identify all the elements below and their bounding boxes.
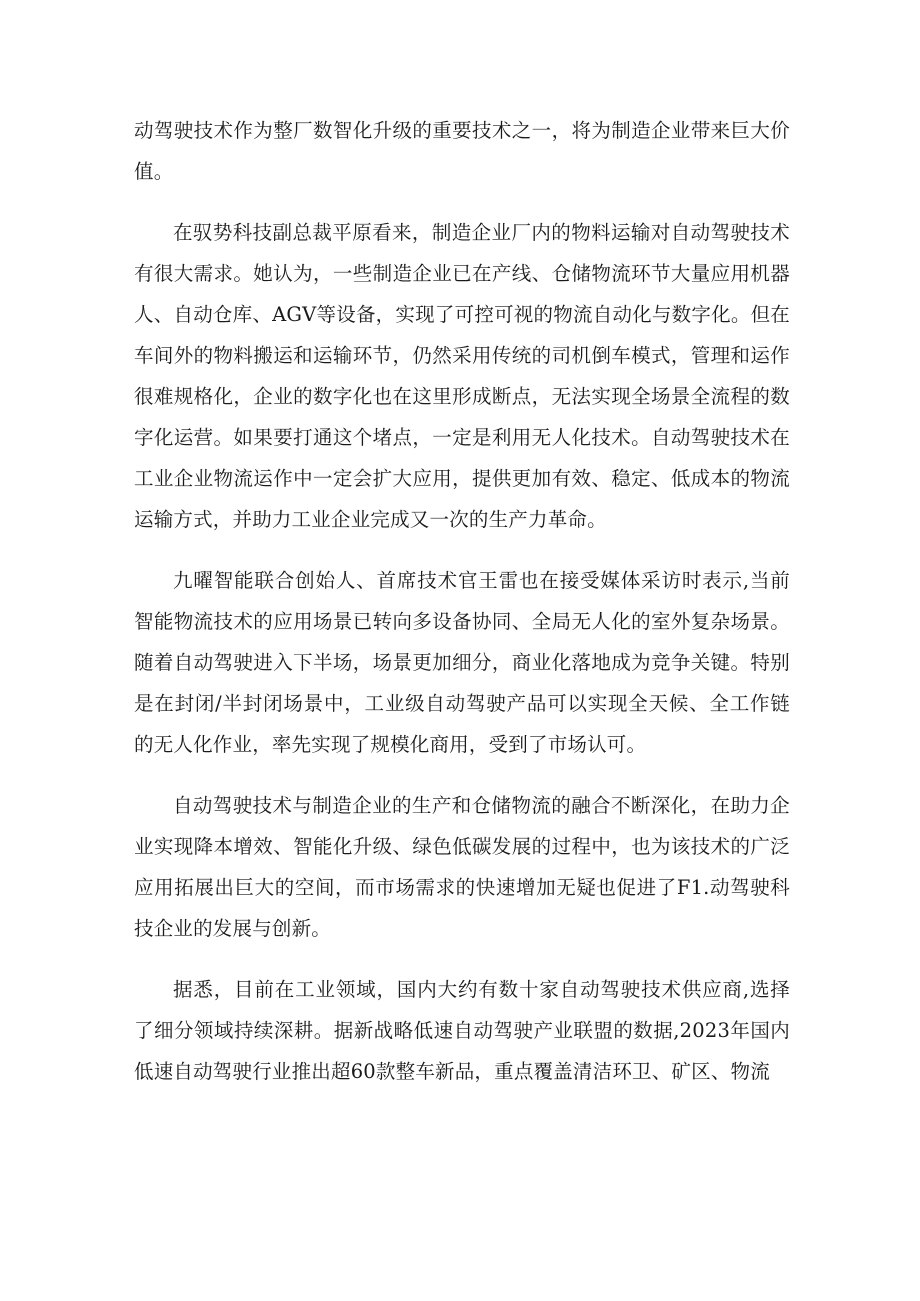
paragraph-4: 自动驾驶技术与制造企业的生产和仓储物流的融合不断深化，在助力企业实现降本增效、智能化升级、绿色低碳发展的过程中，也为该技术的广泛应用拓展出巨大的空间，而市场需求的快速增加无疑也促进了F1.动驾驶科技企业的发展与创新。	[134, 794, 790, 940]
document-body	[134, 110, 790, 1112]
paragraph-1: 动驾驶技术作为整厂数智化升级的重要技术之一，将为制造企业带来巨大价值。	[134, 119, 790, 183]
paragraph-5: 据悉，目前在工业领域，国内大约有数十家自动驾驶技术供应商,选择了细分领域持续深耕。据新战略低速自动驾驶产业联盟的数据,2023年国内低速自动驾驶行业推出超60款整车新品，重点覆盖清洁环卫、矿区、物流	[134, 978, 790, 1083]
paragraph-2: 在驭势科技副总裁平原看来，制造企业厂内的物料运输对自动驾驶技术有很大需求。她认为，一些制造企业已在产线、仓储物流环节大量应用机器人、自动仓库、AGV等设备，实现了可控可视的物流自动化与数字化。但在车间外的物料搬运和运输环节，仍然采用传统的司机倒车模式，管理和运作很难规格化，企业的数字化也在这里形成断点，无法实现全场景全流程的数字化运营。如果要打通这个堵点，一定是利用无人化技术。自动驾驶技术在工业企业物流运作中一定会扩大应用，提供更加有效、稳定、低成本的物流运输方式，并助力工业企业完成又一次的生产力革命。	[134, 221, 790, 531]
paragraph-3: 九曜智能联合创始人、首席技术官王雷也在接受媒体采访时表示,当前智能物流技术的应用场景已转向多设备协同、全局无人化的室外复杂场景。随着自动驾驶进入下半场，场景更加细分，商业化落地成为竞争关键。特别是在封闭/半封闭场景中，工业级自动驾驶产品可以实现全天候、全工作链的无人化作业，率先实现了规模化商用，受到了市场认可。	[134, 569, 790, 756]
